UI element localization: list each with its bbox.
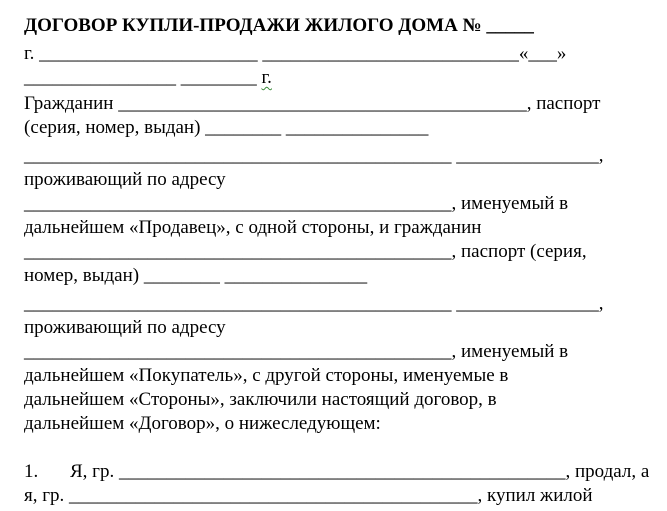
city-date-line: г. _______________________ ___________________________«___» xyxy=(24,43,567,64)
clause-1-line-2: я, гр. ___________________________________________, купил жилой xyxy=(24,485,593,506)
buyer-address-label: проживающий по адресу xyxy=(24,317,226,338)
contract-intro-line: дальнейшем «Договор», о нижеследующем: xyxy=(24,413,381,434)
seller-passport-details-line: _____________________________________________ _______________, xyxy=(24,145,604,166)
seller-address-label: проживающий по адресу xyxy=(24,169,226,190)
year-blanks: ________________ ________ xyxy=(24,67,262,88)
seller-passport-line: (серия, номер, выдан) ________ _______________ xyxy=(24,117,429,138)
buyer-passport-line: номер, выдан) ________ _______________ xyxy=(24,265,368,286)
buyer-passport-details-line: _____________________________________________ _______________, xyxy=(24,293,604,314)
seller-designation-line: дальнейшем «Продавец», с одной стороны, и гражданин xyxy=(24,217,482,238)
seller-address-line: _____________________________________________, именуемый в xyxy=(24,193,569,214)
seller-citizen-line: Гражданин ___________________________________________, паспорт xyxy=(24,93,601,114)
document-title: ДОГОВОР КУПЛИ-ПРОДАЖИ ЖИЛОГО ДОМА № _____ xyxy=(24,15,534,36)
buyer-address-line: _____________________________________________, именуемый в xyxy=(24,341,569,362)
year-line xyxy=(24,66,272,90)
clause-1-text-1: Я, гр. _______________________________________________, продал, а xyxy=(70,461,650,482)
clause-1-line-1 xyxy=(24,460,649,484)
parties-line: дальнейшем «Стороны», заключили настоящий договор, в xyxy=(24,389,497,410)
year-abbrev: г. xyxy=(261,67,272,88)
clause-1-number: 1. xyxy=(24,461,39,482)
buyer-citizen-line: _____________________________________________, паспорт (серия, xyxy=(24,241,587,262)
buyer-designation-line: дальнейшем «Покупатель», с другой стороны, именуемые в xyxy=(24,365,509,386)
